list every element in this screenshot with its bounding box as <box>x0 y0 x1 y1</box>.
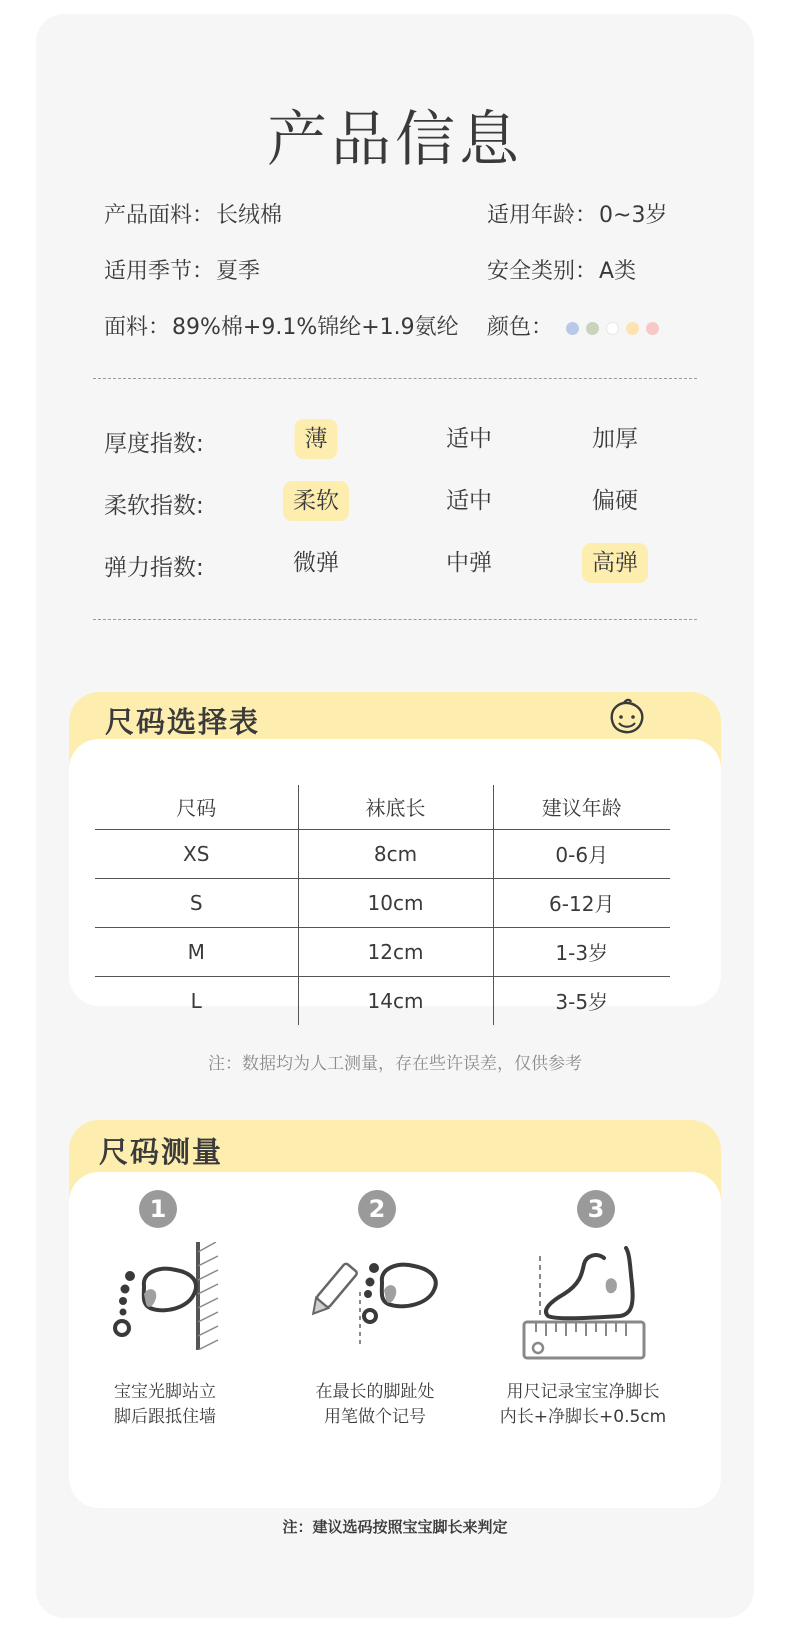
safety-value: A类 <box>599 259 637 284</box>
step-1-text <box>55 1380 275 1430</box>
age-info <box>487 198 667 229</box>
index-label: 厚度指数: <box>104 431 204 457</box>
step-3-number: 3 <box>577 1190 615 1228</box>
table-cell: M <box>95 927 298 976</box>
smiley-face-icon <box>604 696 648 736</box>
size-chart-title: 尺码选择表 <box>105 705 261 739</box>
fabric-value: 长绒棉 <box>216 203 283 228</box>
age-value: 0~3岁 <box>599 203 668 228</box>
table-row <box>95 927 670 976</box>
material-info <box>104 310 459 341</box>
header-age: 建议年龄 <box>493 785 670 829</box>
age-label: 适用年龄： <box>487 203 598 228</box>
color-swatches <box>566 316 666 341</box>
index-label: 柔软指数: <box>104 493 204 519</box>
table-cell: L <box>95 976 298 1025</box>
divider <box>93 378 697 379</box>
page-title: 产品信息 <box>267 105 523 175</box>
step-3-text <box>473 1380 693 1430</box>
season-info <box>104 254 260 285</box>
step-3-line-1: 用尺记录宝宝净脚长 <box>506 1382 660 1402</box>
material-value: 89%棉+9.1%锦纶+1.9氨纶 <box>172 315 459 340</box>
step-2-line-2: 用笔做个记号 <box>324 1407 426 1427</box>
pen-marking-toe-icon <box>304 1252 452 1348</box>
index-option: 适中 <box>446 426 492 452</box>
table-cell: 10cm <box>298 878 493 927</box>
table-cell: 14cm <box>298 976 493 1025</box>
color-swatch[interactable] <box>606 322 619 335</box>
color-swatch[interactable] <box>646 322 659 335</box>
step-2-number: 2 <box>358 1190 396 1228</box>
season-label: 适用季节： <box>104 259 215 284</box>
table-header-row <box>95 785 670 829</box>
color-swatch[interactable] <box>626 322 639 335</box>
index-option: 微弹 <box>293 550 339 576</box>
color-swatch[interactable] <box>586 322 599 335</box>
measure-title: 尺码测量 <box>99 1135 224 1169</box>
size-table <box>95 785 670 1025</box>
color-swatch[interactable] <box>566 322 579 335</box>
foot-against-wall-icon <box>108 1242 226 1350</box>
material-label: 面料： <box>104 315 171 340</box>
table-cell: 12cm <box>298 927 493 976</box>
color-label: 颜色： <box>487 315 554 340</box>
fabric-label: 产品面料： <box>104 203 215 228</box>
table-row <box>95 878 670 927</box>
table-row <box>95 829 670 878</box>
size-note: 注：数据均为人工测量，存在些许误差，仅供参考 <box>208 1054 582 1074</box>
safety-info <box>487 254 636 285</box>
fabric-info <box>104 198 282 229</box>
table-cell: 8cm <box>298 829 493 878</box>
safety-label: 安全类别： <box>487 259 598 284</box>
season-value: 夏季 <box>216 259 261 284</box>
color-info <box>487 310 666 341</box>
index-option: 适中 <box>446 488 492 514</box>
table-cell: 0-6月 <box>493 829 670 878</box>
header-sock-length: 袜底长 <box>298 785 493 829</box>
step-1-line-1: 宝宝光脚站立 <box>114 1382 216 1402</box>
index-label: 弹力指数: <box>104 555 204 581</box>
step-3-line-2: 内长+净脚长+0.5cm <box>499 1407 667 1427</box>
index-option: 加厚 <box>592 426 638 452</box>
step-2-line-1: 在最长的脚趾处 <box>315 1382 435 1402</box>
table-cell: XS <box>95 829 298 878</box>
measure-note: 注：建议选码按照宝宝脚长来判定 <box>282 1518 508 1536</box>
divider <box>93 619 697 620</box>
step-1-number: 1 <box>139 1190 177 1228</box>
index-option: 偏硬 <box>592 488 638 514</box>
ruler-measure-foot-icon <box>520 1244 650 1362</box>
index-option: 高弹 <box>582 543 648 583</box>
index-option: 柔软 <box>283 481 349 521</box>
header-size: 尺码 <box>95 785 298 829</box>
table-row <box>95 976 670 1025</box>
table-cell: 3-5岁 <box>555 990 609 1015</box>
step-1-line-2: 脚后跟抵住墙 <box>114 1407 216 1427</box>
table-cell: 1-3岁 <box>493 927 670 976</box>
index-option: 中弹 <box>446 550 492 576</box>
table-cell: 6-12月 <box>493 878 670 927</box>
step-2-text <box>265 1380 485 1430</box>
index-option: 薄 <box>295 419 338 459</box>
table-cell: S <box>95 878 298 927</box>
